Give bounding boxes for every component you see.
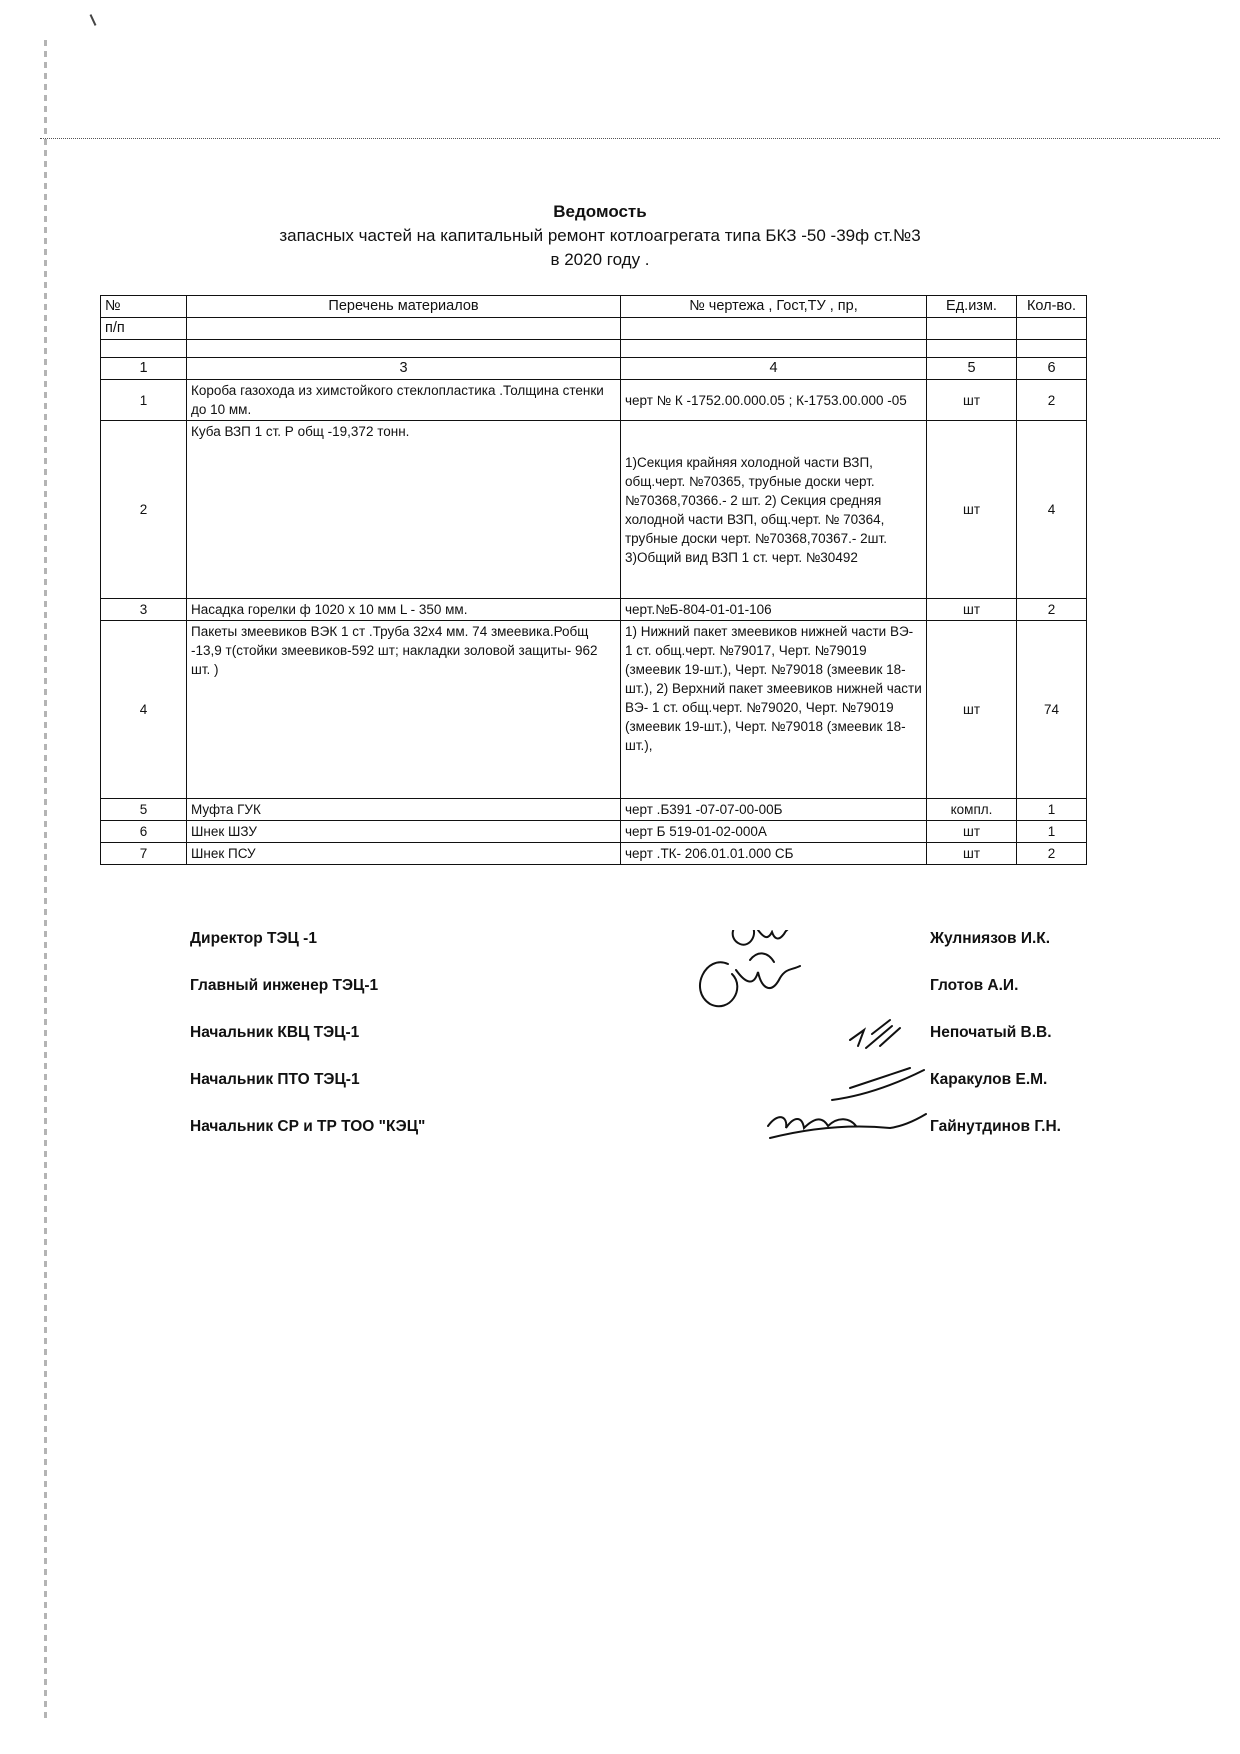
- row-drawing: черт .Б391 -07-07-00-00Б: [621, 799, 927, 821]
- row-drawing: 1)Секция крайняя холодной части ВЗП, общ.черт. №70365, трубные доски черт. №70368,70366.- 2 шт. 2) Секция средняя холодной части ВЗП, общ.черт. № 70364, трубные доски черт. №70368,70367.- 2шт. 3)Общий вид ВЗП 1 ст. черт. №30492: [621, 421, 927, 599]
- row-material: Короба газохода из химстойкого стеклопластика .Толщина стенки до 10 мм.: [187, 380, 621, 421]
- signatory-name: Жулниязов И.К.: [930, 930, 1051, 947]
- handwritten-signatures: [190, 930, 1090, 1170]
- row-material: Шнек ШЗУ: [187, 821, 621, 843]
- row-unit: шт: [927, 599, 1017, 621]
- row-no: 7: [101, 843, 187, 865]
- row-unit: шт: [927, 380, 1017, 421]
- row-drawing: черт.№Б-804-01-01-106: [621, 599, 927, 621]
- row-unit: шт: [927, 843, 1017, 865]
- row-unit: шт: [927, 421, 1017, 599]
- column-number: 1: [101, 358, 187, 380]
- row-no: 2: [101, 421, 187, 599]
- table-row: [101, 380, 1087, 421]
- table-row: [101, 821, 1087, 843]
- header-qty: Кол-во.: [1017, 296, 1087, 318]
- document-subtitle: запасных частей на капитальный ремонт котлоагрегата типа БКЗ -50 -39ф ст.№3: [279, 226, 921, 245]
- document-year: в 2020 году .: [550, 250, 650, 269]
- signature-block: [190, 930, 1090, 1170]
- table-row: [101, 843, 1087, 865]
- row-material: Шнек ПСУ: [187, 843, 621, 865]
- header-unit: Ед.изм.: [927, 296, 1017, 318]
- row-material: Куба ВЗП 1 ст. Р общ -19,372 тонн.: [187, 421, 621, 599]
- row-qty: 1: [1017, 821, 1087, 843]
- column-number: 3: [187, 358, 621, 380]
- header-row: [101, 296, 1087, 318]
- row-no: 6: [101, 821, 187, 843]
- row-qty: 2: [1017, 599, 1087, 621]
- header-materials: Перечень материалов: [187, 296, 621, 318]
- row-no: 1: [101, 380, 187, 421]
- row-no: 5: [101, 799, 187, 821]
- signatory-name: Гайнутдинов Г.Н.: [930, 1118, 1061, 1135]
- scan-mark: [90, 14, 97, 26]
- row-qty: 74: [1017, 621, 1087, 799]
- signatory-position: Директор ТЭЦ -1: [190, 930, 317, 947]
- row-material: Пакеты змеевиков ВЭК 1 ст .Труба 32х4 мм. 74 змеевика.Робщ -13,9 т(стойки змеевиков-592 шт; накладки золовой защиты- 962 шт. ): [187, 621, 621, 799]
- document-title: Ведомость: [553, 202, 647, 221]
- signatory-position: Начальник СР и ТР ТОО "КЭЦ": [190, 1118, 426, 1135]
- signatory-position: Главный инженер ТЭЦ-1: [190, 977, 379, 994]
- document-header: [80, 200, 1120, 272]
- column-number-row: [101, 358, 1087, 380]
- row-qty: 1: [1017, 799, 1087, 821]
- row-material: Насадка горелки ф 1020 х 10 мм L - 350 мм.: [187, 599, 621, 621]
- table-row: [101, 421, 1087, 599]
- table-row: [101, 621, 1087, 799]
- header-drawing: № чертежа , Гост,ТУ , пр,: [621, 296, 927, 318]
- header-sub-row: [101, 318, 1087, 340]
- column-number: 4: [621, 358, 927, 380]
- table-row: [101, 799, 1087, 821]
- row-qty: 4: [1017, 421, 1087, 599]
- column-number: 5: [927, 358, 1017, 380]
- table-row: [101, 599, 1087, 621]
- scan-edge-noise: [44, 40, 47, 1720]
- signatory-position: Начальник ПТО ТЭЦ-1: [190, 1071, 360, 1088]
- row-material: Муфта ГУК: [187, 799, 621, 821]
- signature-mark-3: [850, 1020, 900, 1048]
- row-no: 4: [101, 621, 187, 799]
- row-unit: шт: [927, 621, 1017, 799]
- signatory-name: Глотов А.И.: [930, 977, 1019, 994]
- signatory-position: Начальник КВЦ ТЭЦ-1: [190, 1024, 360, 1041]
- row-qty: 2: [1017, 380, 1087, 421]
- blank-row: [101, 340, 1087, 358]
- signature-mark-1: [733, 930, 800, 945]
- row-qty: 2: [1017, 843, 1087, 865]
- row-unit: шт: [927, 821, 1017, 843]
- row-drawing: черт Б 519-01-02-000А: [621, 821, 927, 843]
- signature-mark-4: [832, 1068, 924, 1100]
- row-drawing: черт № К -1752.00.000.05 ; К-1753.00.000 -05: [621, 380, 927, 421]
- header-no: №: [101, 296, 187, 318]
- signatory-name: Непочатый В.В.: [930, 1024, 1052, 1041]
- scan-dotted-line: [40, 138, 1220, 139]
- signatory-name: Каракулов Е.М.: [930, 1071, 1048, 1088]
- header-no-sub: п/п: [101, 318, 187, 340]
- row-drawing: черт .ТК- 206.01.01.000 СБ: [621, 843, 927, 865]
- row-drawing: 1) Нижний пакет змеевиков нижней части ВЭ- 1 ст. общ.черт. №79017, Черт. №79019 (змеевик 19-шт.), Черт. №79018 (змеевик 18-шт.), 2) Верхний пакет змеевиков нижней части ВЭ- 1 ст. общ.черт. №79020, Черт. №79019 (змеевик 19-шт.), Черт. №79018 (змеевик 18-шт.),: [621, 621, 927, 799]
- signature-mark-5: [768, 1114, 926, 1138]
- row-no: 3: [101, 599, 187, 621]
- signature-mark-2: [700, 953, 800, 1006]
- spare-parts-table: [100, 295, 1087, 865]
- column-number: 6: [1017, 358, 1087, 380]
- row-unit: компл.: [927, 799, 1017, 821]
